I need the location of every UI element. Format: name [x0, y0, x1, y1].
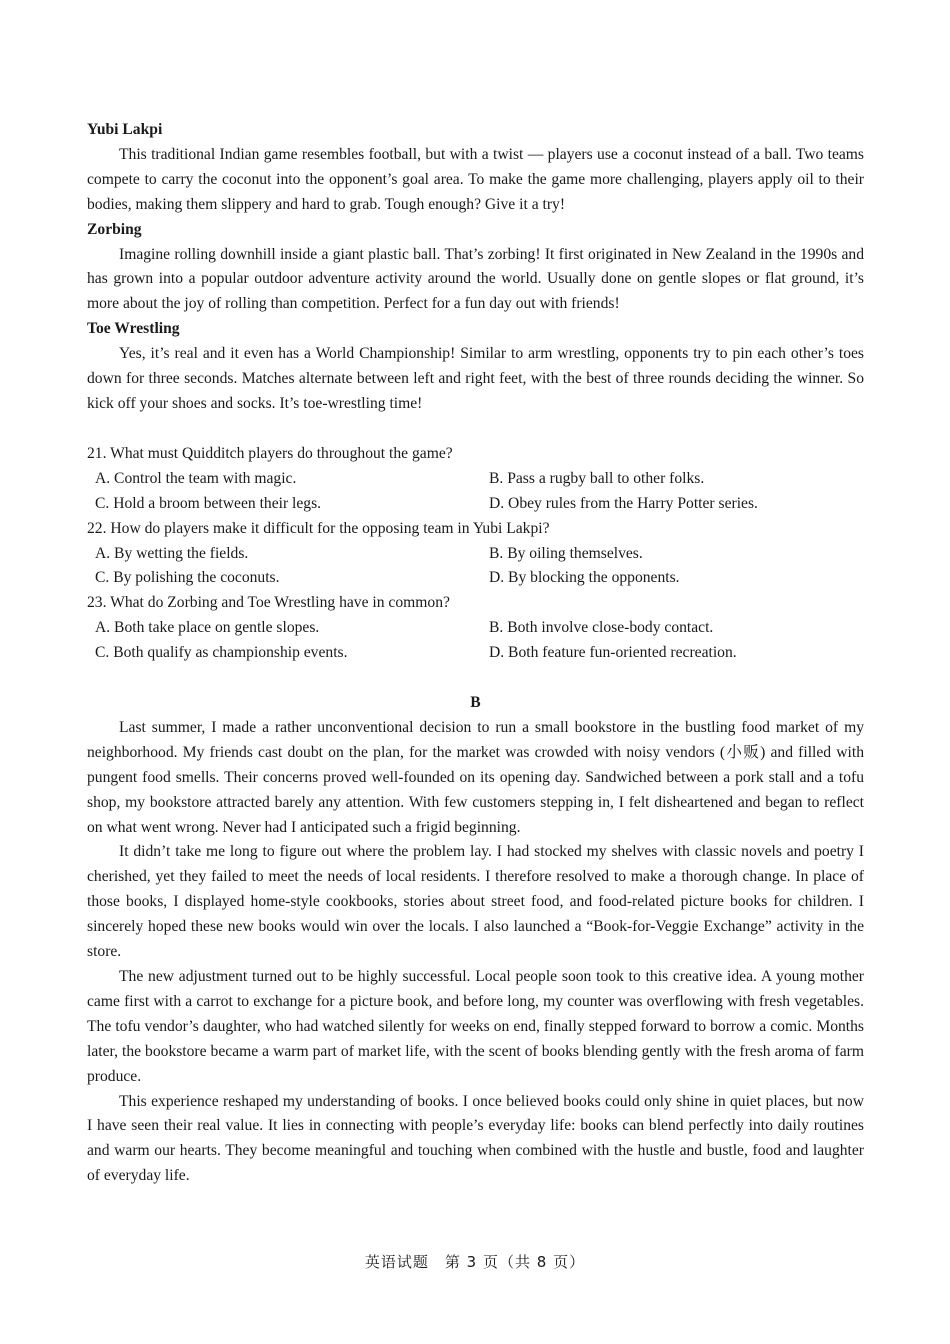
section-heading-toe-wrestling: Toe Wrestling [87, 320, 180, 338]
page-footer: 英语试题 第 3 页（共 8 页） [364, 1253, 586, 1271]
option-a: A. Control the team with magic. [95, 469, 297, 487]
spacer [87, 417, 864, 442]
option-a: A. By wetting the fields. [95, 544, 249, 562]
option-d: D. Obey rules from the Harry Potter series. [489, 494, 758, 512]
option-c: C. By polishing the coconuts. [95, 569, 280, 587]
passage-b-paragraph: It didn’t take me long to figure out where the problem lay. I had stocked my shelves with classic novels and poetry I cherished, yet they failed to meet the needs of local residents. I therefore resolved to make a thorough change. In place of those books, I displayed home-style cookbooks, stories about street food, and food-related picture books for children. I sincerely hoped these new books would win over the locals. I also launched a “Book-for-Veggie Exchange” activity in the store. [87, 843, 864, 961]
question-stem: 22. How do players make it difficult for the opposing team in Yubi Lakpi? [87, 519, 550, 537]
option-b: B. Both involve close-body contact. [489, 619, 714, 637]
section-body-zorbing: Imagine rolling downhill inside a giant plastic ball. That’s zorbing! It first originated in New Zealand in the 1990s and has grown into a popular outdoor adventure activity around the world. Usually done on gentle slopes or flat ground, it’s more about the joy of rolling than competition. Perfect for a fun day out with friends! [87, 245, 864, 313]
option-d: D. Both feature fun-oriented recreation. [489, 644, 737, 662]
section-heading-yubi-lakpi: Yubi Lakpi [87, 121, 163, 138]
spacer [87, 666, 864, 691]
question-22 [87, 517, 864, 592]
passage-b-heading: B [470, 694, 481, 712]
option-d: D. By blocking the opponents. [489, 569, 680, 587]
passage-b-paragraph: This experience reshaped my understanding of books. I once believed books could only shine in quiet places, but now I have seen their real value. It lies in connecting with people’s everyday life: books can blend perfectly into daily routines and warm our hearts. They become meaningful and touching when combined with the hustle and bustle, food and laughter of everyday life. [87, 1092, 864, 1185]
passage-b-paragraph: The new adjustment turned out to be highly successful. Local people soon took to this creative idea. A young mother came first with a carrot to exchange for a picture book, and before long, my counter was overflowing with fresh vegetables. The tofu vendor’s daughter, who had watched silently for weeks on end, finally stepped forward to borrow a comic. Months later, the bookstore became a warm part of market life, with the scent of books blending gently with the fresh aroma of farm produce. [87, 968, 864, 1085]
exam-page [87, 118, 864, 1189]
option-a: A. Both take place on gentle slopes. [95, 619, 320, 637]
question-23 [87, 591, 864, 666]
question-stem: 21. What must Quidditch players do throughout the game? [87, 444, 453, 462]
question-stem: 23. What do Zorbing and Toe Wrestling have in common? [87, 594, 450, 612]
option-c: C. Both qualify as championship events. [95, 644, 348, 662]
option-c: C. Hold a broom between their legs. [95, 494, 322, 512]
option-b: B. Pass a rugby ball to other folks. [489, 469, 705, 487]
question-21 [87, 442, 864, 517]
section-body-toe-wrestling: Yes, it’s real and it even has a World Championship! Similar to arm wrestling, opponents try to pin each other’s toes down for three seconds. Matches alternate between left and right feet, with the best of three rounds deciding the winner. So kick off your shoes and socks. It’s toe-wrestling time! [87, 345, 864, 412]
section-body-yubi-lakpi: This traditional Indian game resembles football, but with a twist — players use a coconut instead of a ball. Two teams compete to carry the coconut into the opponent’s goal area. To make the game more challenging, players apply oil to their bodies, making them slippery and hard to grab. Tough enough? Give it a try! [87, 145, 864, 213]
option-b: B. By oiling themselves. [489, 544, 643, 562]
passage-b-paragraph: Last summer, I made a rather unconventional decision to run a small bookstore in the bustling food market of my neighborhood. My friends cast doubt on the plan, for the market was crowded with noisy vendors (小贩) and filled with pungent food smells. Their concerns proved well-founded on its opening day. Sandwiched between a pork stall and a tofu shop, my bookstore attracted barely any attention. With few customers stepping in, I felt disheartened and began to reflect on what went wrong. Never had I anticipated such a frigid beginning. [87, 718, 864, 836]
section-heading-zorbing: Zorbing [87, 220, 142, 238]
